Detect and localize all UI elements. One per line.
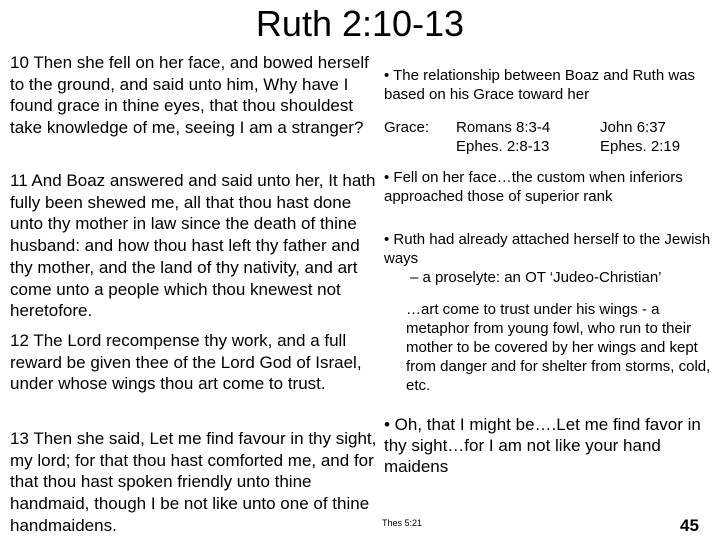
ruth-attached-text: • Ruth had already attached herself to the Jewish ways [384,231,711,267]
verse-12: 12 The Lord recompense thy work, and a full reward be given thee of the Lord God of Israel, under whose wings thou art come to trust. [10,331,362,394]
slide-title: Ruth 2:10-13 [255,3,465,44]
grace-ref-romans: Romans 8:3-4 [456,119,551,136]
verse-13: 13 Then she said, Let me find favour in thy sight, my lord; for that thou hast comforted me, and for that thou hast spoken friendly unto thine handmaid, though I be not like unto one of thine handmaidens. [10,429,377,535]
footnote-reference: Thes 5:21 [382,518,423,528]
grace-refs-1 [456,118,550,156]
note-relationship: • The relationship between Boaz and Ruth was based on his Grace toward her [384,67,696,103]
grace-refs-2 [600,118,680,156]
note-fell-on-face: • Fell on her face…the custom when inferiors approached those of superior rank [384,169,683,205]
grace-ref-ephes-1: Ephes. 2:8-13 [456,138,550,155]
grace-ref-john: John 6:37 [600,119,666,136]
verse-11: 11 And Boaz answered and said unto her, It hath fully been shewed me, all that thou hast done unto thy mother in law since the death of thine husband: and how thou hast left thy father and thy mother, and the land of thy nativity, and art come unto a people which thou knewest not heretofore. [10,171,376,321]
proselyte-text: – a proselyte: an OT ‘Judeo-Christian’ [410,269,662,286]
page-number: 45 [680,516,699,535]
note-oh-that: • Oh, that I might be….Let me find favor in thy sight…for I am not like your hand maidens [384,415,701,476]
note-art-come: …art come to trust under his wings - a metaphor from young fowl, who run to their mother to be covered by her wings and kept from danger and for shelter from storms, cold, etc. [406,301,711,394]
grace-label: Grace: [384,119,430,136]
grace-ref-ephes-2: Ephes. 2:19 [600,138,681,155]
verse-10: 10 Then she fell on her face, and bowed herself to the ground, and said unto him, Why have I found grace in thine eyes, that thou shouldest take knowledge of me, seeing I am a stranger? [10,53,369,138]
note-ruth-attached [384,230,714,287]
